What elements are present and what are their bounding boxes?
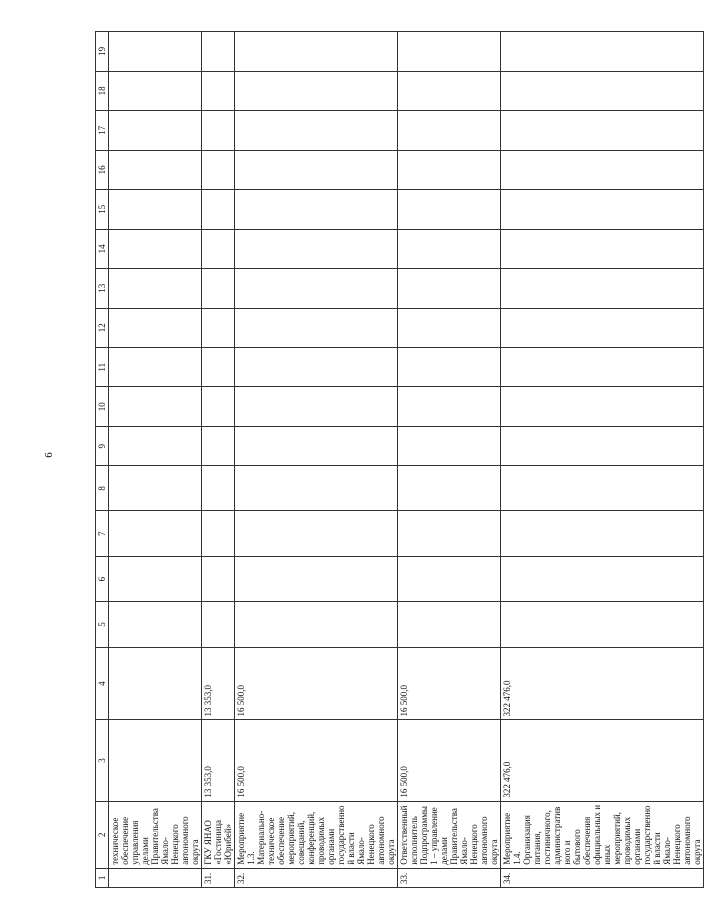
col-header: 3 bbox=[96, 720, 109, 801]
cell-col3 bbox=[109, 720, 202, 801]
col-header: 10 bbox=[96, 387, 109, 426]
row-number: 34. bbox=[501, 868, 704, 887]
row-number: 31. bbox=[202, 868, 235, 887]
row-name: Ответственный исполнитель Подпрограммы 1 – управление делами Правительства Ямало-Ненецкого автономного округа bbox=[398, 801, 501, 868]
col-header: 9 bbox=[96, 426, 109, 465]
page-number: 6 bbox=[43, 452, 55, 458]
col-header: 1 bbox=[96, 868, 109, 887]
budget-table bbox=[95, 31, 704, 888]
col-header: 18 bbox=[96, 71, 109, 110]
col-header: 16 bbox=[96, 150, 109, 189]
col-header: 19 bbox=[96, 32, 109, 72]
col-header: 6 bbox=[96, 557, 109, 602]
table-row bbox=[398, 32, 501, 888]
cell-col3: 322 476,0 bbox=[501, 720, 704, 801]
row-name: Мероприятие 1.3. Материально-техническое обеспечение мероприятий, совещаний, конференций, проводимых органами государственной власти Ямало-Ненецкого автономного округа bbox=[235, 801, 398, 868]
cell-col3: 16 500,0 bbox=[235, 720, 398, 801]
row-number bbox=[109, 868, 202, 887]
col-header: 2 bbox=[96, 801, 109, 868]
row-name: ГКУ ЯНАО «Гостиница «Юрибей» bbox=[202, 801, 235, 868]
table-row bbox=[109, 32, 202, 888]
cell-col3: 16 500,0 bbox=[398, 720, 501, 801]
cell-col4: 13 353,0 bbox=[202, 647, 235, 720]
cell-col4: 16 500,0 bbox=[235, 647, 398, 720]
cell-col4: 322 476,0 bbox=[501, 647, 704, 720]
table-row bbox=[202, 32, 235, 888]
row-name: техническое обеспечение управления делами Правительства Ямало-Ненецкого автономного округа bbox=[109, 801, 202, 868]
col-header: 17 bbox=[96, 111, 109, 150]
table-row bbox=[235, 32, 398, 888]
col-header: 5 bbox=[96, 601, 109, 647]
col-header: 8 bbox=[96, 466, 109, 511]
col-header: 13 bbox=[96, 269, 109, 308]
col-header: 4 bbox=[96, 647, 109, 720]
cell-col4: 16 500,0 bbox=[398, 647, 501, 720]
row-number: 32. bbox=[235, 868, 398, 887]
row-number: 33. bbox=[398, 868, 501, 887]
cell-col4 bbox=[109, 647, 202, 720]
table-row bbox=[501, 32, 704, 888]
row-name: Мероприятие 1.4. Организация питания, гостиничного, административного и бытового обеспечения официальных и иных мероприятий, проводимых органами государственной власти Ямало-Ненецкого автономного округа bbox=[501, 801, 704, 868]
rotated-table bbox=[95, 31, 702, 888]
col-header: 14 bbox=[96, 229, 109, 268]
col-header: 7 bbox=[96, 511, 109, 557]
col-header: 12 bbox=[96, 308, 109, 347]
header-row bbox=[96, 32, 109, 888]
col-header: 11 bbox=[96, 348, 109, 387]
cell-col3: 13 353,0 bbox=[202, 720, 235, 801]
col-header: 15 bbox=[96, 190, 109, 229]
